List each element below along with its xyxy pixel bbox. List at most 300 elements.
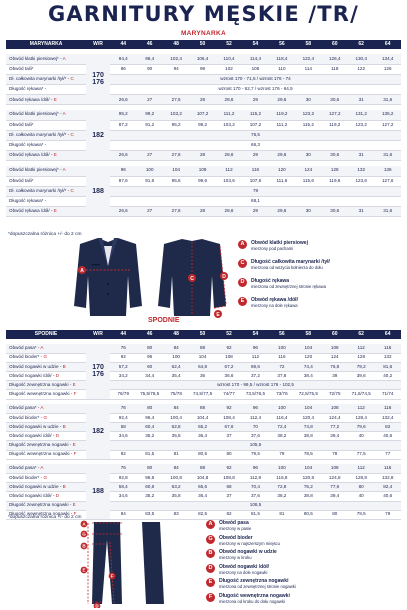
jacket-row [6,64,401,74]
jacket-value-cell: 111,2 [269,120,295,130]
measure-name: Długość zewnętrzna nogawki - [9,502,73,508]
jacket-value-cell: 111,2 [216,110,242,120]
pants-value-cell: 35,4 [163,372,189,381]
measure-letter: E [72,382,76,388]
pants-row [6,353,401,362]
jacket-value-cell: 28,6 [216,151,242,161]
pants-value-cell: 82 [110,450,136,459]
measure-name: Obwód nogawki /dół/ - [9,372,56,378]
jacket-header-cell: 64 [374,40,401,49]
pants-value-cell: 83,5 [136,510,162,519]
pants-value-cell: 112 [242,353,268,362]
pants-value-cell: 128 [348,353,374,362]
legend-description: mierzony w najszerszym miejscu [219,540,280,546]
pants-header-cell: 56 [269,330,295,339]
pants-illustration [80,520,180,608]
pants-value-cell: 74,5/77,5 [189,390,215,399]
jacket-value-cell: 31,6 [374,207,401,217]
pants-value-cell: 39,4 [322,492,348,501]
legend-title: Obwód rękawa /dół/ [251,297,298,303]
jacket-value-cell: 86 [110,64,136,74]
jacket-value-cell: 31 [348,207,374,217]
jacket-value-cell: 26,6 [110,151,136,161]
jacket-header-cell: 50 [189,40,215,49]
measure-letter: B [62,423,66,429]
jacket-value-cell: 30,6 [322,95,348,105]
legend-title: Obwód klatki piersiowej [251,240,308,246]
pants-value-cell: 84 [163,464,189,473]
pants-value-cell: 38,8 [295,432,321,441]
jacket-span-cell: 76,5 [110,130,401,140]
jacket-value-cell: 127,6 [374,176,401,186]
pants-value-cell: 124,8 [322,473,348,482]
jacket-row [6,74,401,84]
pants-value-cell: 40,6 [374,432,401,441]
jacket-value-cell: 29 [242,207,268,217]
jacket-value-cell: 99,2 [136,110,162,120]
pants-row-label [6,492,86,501]
pants-value-cell: 58,4 [110,483,136,492]
jacket-section-title: MARYNARKA [180,30,227,37]
pants-value-cell: 79,2 [348,362,374,371]
pants-value-cell: 79,6 [348,423,374,432]
pants-value-cell: 76,8 [322,362,348,371]
pants-value-cell: 78,5 [295,450,321,459]
pants-value-cell: 36,4 [189,492,215,501]
pants-value-cell: 116 [269,353,295,362]
pants-value-cell: 72 [269,362,295,371]
pants-value-cell: 79 [269,450,295,459]
jacket-row [6,151,401,161]
legend-item [206,520,251,531]
jacket-row-label [6,110,86,120]
jacket-row-label [6,186,86,196]
jacket-value-cell: 119,6 [322,176,348,186]
jacket-value-cell: 30 [295,207,321,217]
measure-letter: E [53,96,57,102]
measure-name: Obwód rękawa /dół/ - [9,152,54,158]
jacket-value-cell: 27 [136,207,162,217]
legend-letter-badge: E [206,578,215,587]
legend-item [238,297,298,308]
measure-name: Długość zewnętrzna nogawki - [9,442,73,448]
pants-header-cell: 50 [189,330,215,339]
pants-value-cell: 79,5 [348,510,374,519]
pants-value-cell: 67,2 [216,362,242,371]
jacket-value-cell: 100 [136,166,162,176]
pants-value-cell: 92 [216,464,242,473]
legend-item [238,259,330,270]
pants-row [6,441,401,450]
pants-value-cell: 80 [216,450,242,459]
pants-value-cell: 36,4 [189,432,215,441]
pants-value-cell: 38,8 [295,492,321,501]
legend-item [206,535,280,546]
pants-value-cell: 75,5/78,5 [136,390,162,399]
pants-value-cell: 77,2 [322,423,348,432]
measure-letter: A [62,111,66,117]
measure-letter: B [62,483,66,489]
pants-side-image [142,522,164,604]
pants-header-cell: 64 [374,330,401,339]
jacket-value-cell: 29,6 [269,95,295,105]
page-title: GARNITURY MĘSKIE /TR/ [47,2,360,26]
pants-marker-a: A [82,521,86,527]
legend-letter-badge: D [206,564,215,573]
pants-value-cell: 92 [216,344,242,353]
pants-value-cell: 35,8 [163,432,189,441]
pants-label: SPODNIE [148,317,180,324]
legend-description: mierzona od zewnętrznej stronie rękawa [251,284,326,289]
pants-value-cell: 39 [322,372,348,381]
measure-letter: D [55,493,60,499]
pants-value-cell: 92 [216,404,242,413]
jacket-value-cell: 118,4 [269,54,295,64]
pants-value-cell: 100 [269,404,295,413]
jacket-row [6,110,401,120]
legend-letter-badge: A [238,240,247,249]
legend-title: Długość całkowita marynarki /tył/ [251,259,330,265]
pants-value-cell: 67,6 [216,423,242,432]
pants-value-cell: 108 [322,464,348,473]
measure-letter: G [43,354,48,360]
pants-value-cell: 34,4 [136,372,162,381]
jacket-row-label [6,95,86,105]
pants-value-cell: 82,4 [374,483,401,492]
jacket-value-cell: 29 [242,151,268,161]
pants-header-cell: 60 [322,330,348,339]
pants-value-cell: 132,4 [374,413,401,422]
pants-value-cell: 63,2 [163,483,189,492]
jacket-header-cell: 46 [136,40,162,49]
pants-row-label [6,473,86,482]
jacket-height-group: 188 [86,166,110,217]
jacket-span-cell: wzrost 170 - 62,7 / wzrost 176 - 64,5 [110,85,401,95]
measure-name: Dł. całkowita marynarki /tył/* - [9,188,71,194]
pants-row-label [6,432,86,441]
measure-letter: A [62,55,66,61]
legend-title: Długość wewnętrzna nogawki [219,592,290,599]
legend-description: mierzony na dole nogawki [219,569,268,575]
measure-name: Obwód rękawa /dół/ - [9,208,54,214]
jacket-value-cell: 31 [348,95,374,105]
jacket-value-cell: 30 [295,95,321,105]
pants-row-label [6,423,86,432]
jacket-value-cell: 27,6 [163,151,189,161]
measure-name: Obwód bioder* - [9,354,44,360]
pants-value-cell: 132,8 [374,473,401,482]
jacket-value-cell: 103,2 [216,120,242,130]
measure-letter: A [40,465,44,471]
jacket-value-cell: 102 [216,64,242,74]
legend-letter-badge: B [206,549,215,558]
pants-row [6,432,401,441]
pants-value-cell: 72,8 [269,483,295,492]
jacket-value-cell: 126 [374,64,401,74]
pants-value-cell: 80,5 [189,450,215,459]
pants-value-cell: 36,6 [216,372,242,381]
pants-value-cell: 62,8 [163,423,189,432]
jacket-value-cell: 95,2 [163,120,189,130]
pants-value-cell: 88 [189,404,215,413]
pants-value-cell: 34,2 [110,372,136,381]
pants-row-label [6,450,86,459]
jacket-size-table [6,40,401,217]
pants-value-cell: 112,4 [242,413,268,422]
pants-row-label [6,362,86,371]
pants-row-label [6,381,86,390]
pants-value-cell: 100,4 [163,413,189,422]
pants-value-cell: 73/76 [269,390,295,399]
pants-value-cell: 72/75 [322,390,348,399]
measure-name: Obwód nogawki w udzie - [9,423,63,429]
pants-marker-g: G [82,531,86,537]
jacket-row-label [6,130,86,140]
jacket-legend [238,240,403,320]
jacket-value-cell: 94 [163,64,189,74]
pants-value-cell: 124 [322,353,348,362]
legend-title: Obwód pasa [219,520,249,526]
measure-letter: F [73,391,77,397]
jacket-value-cell: 98 [189,64,215,74]
jacket-value-cell: 96 [110,166,136,176]
jacket-value-cell: 112 [216,166,242,176]
pants-value-cell: 40,6 [374,492,401,501]
jacket-value-cell: 103,6 [216,176,242,186]
pants-value-cell: 37 [216,492,242,501]
pants-value-cell: 60,4 [136,423,162,432]
pants-value-cell: 58 [110,423,136,432]
jacket-value-cell: 107,2 [242,120,268,130]
measure-name: Długość wewnętrzna nogawki - [9,391,74,397]
jacket-row [6,207,401,217]
jacket-value-cell: 107,6 [242,176,268,186]
pants-value-cell: 88 [189,464,215,473]
pants-value-cell: 96,4 [136,413,162,422]
measure-name: Obwód talii* [9,121,34,127]
pants-value-cell: 70 [242,423,268,432]
jacket-value-cell: 123,2 [348,120,374,130]
jacket-header-row [6,40,401,49]
pants-value-cell: 65,6 [189,483,215,492]
pants-value-cell: 70,4 [242,483,268,492]
pants-row [6,413,401,422]
pants-value-cell: 76 [110,464,136,473]
pants-row [6,464,401,473]
pants-row [6,381,401,390]
pants-value-cell: 57,2 [110,362,136,371]
pants-marker-d: D [95,603,99,608]
measure-letter: E [72,442,76,448]
legend-description: mierzona od zewnętrznej stronie nogawki [219,584,296,589]
measure-letter: G [43,474,48,480]
measure-name: Obwód klatki piersiowej* - [9,55,63,61]
legend-letter-badge: F [206,593,215,602]
measure-name: Obwód klatki piersiowej* - [9,111,63,117]
measure-letter: E [53,208,57,214]
pants-value-cell: 60 [136,362,162,371]
legend-item [238,240,308,251]
legend-letter-badge: G [206,535,215,544]
pants-value-cell: 83 [163,510,189,519]
measure-name: Długość zewnętrzna nogawki - [9,382,73,388]
pants-value-cell: 35,2 [136,432,162,441]
jacket-marker-d: D [222,273,226,280]
pants-span-cell: wzrost 170 - 99,5 / wzrost 176 - 102,5 [110,381,401,390]
jacket-value-cell: 122,4 [295,54,321,64]
pants-header-cell: 62 [348,330,374,339]
jacket-row-label [6,85,86,95]
jacket-span-cell: 79 [110,186,401,196]
measure-name: Długość rękawa* - [9,142,47,148]
jacket-value-cell: 122 [348,64,374,74]
measure-name: Dł. całkowita marynarki /tył/* - [9,132,71,138]
jacket-value-cell: 123,6 [348,176,374,186]
pants-value-cell: 88 [189,344,215,353]
pants-value-cell: 74/77 [216,390,242,399]
legend-item [206,578,296,589]
pants-value-cell: 116,8 [269,473,295,482]
legend-title: Długość rękawa [251,278,290,284]
jacket-value-cell: 31,6 [374,95,401,105]
jacket-row-label [6,196,86,206]
pants-value-cell: 82 [216,510,242,519]
jacket-value-cell: 135,2 [374,110,401,120]
jacket-value-cell: 126,4 [322,54,348,64]
pants-value-cell: 37,2 [242,372,268,381]
pants-value-cell: 38,2 [269,492,295,501]
measure-name: Obwód nogawki /dół/ - [9,493,56,499]
measure-name: Długość wewnętrzna nogawki - [9,451,74,457]
jacket-row [6,186,401,196]
pants-value-cell: 39,4 [322,432,348,441]
pants-row [6,362,401,371]
jacket-value-cell: 87,6 [110,176,136,186]
jacket-value-cell: 95,6 [163,176,189,186]
jacket-value-cell: 91,2 [136,120,162,130]
pants-value-cell: 104 [295,404,321,413]
pants-value-cell: 79 [374,510,401,519]
measure-letter: A [62,167,66,173]
pants-value-cell: 72,4 [269,423,295,432]
jacket-value-cell: 30,6 [322,207,348,217]
jacket-value-cell: 123,2 [295,110,321,120]
pants-value-cell: 37,6 [242,492,268,501]
jacket-row-label [6,176,86,186]
pants-value-cell: 73,5/76,5 [242,390,268,399]
jacket-span-cell: 68,1 [110,196,401,206]
pants-row [6,473,401,482]
measure-name: Obwód pasa* - [9,465,41,471]
jacket-value-cell: 27 [136,151,162,161]
pants-row [6,450,401,459]
pants-value-cell: 76 [110,344,136,353]
jacket-row [6,196,401,206]
pants-row-label [6,441,86,450]
jacket-row-label [6,74,86,84]
measure-letter: F [73,511,77,517]
jacket-row [6,95,401,105]
pants-value-cell: 38,4 [295,372,321,381]
pants-value-cell: 120,4 [295,413,321,422]
pants-value-cell: 77,6 [322,483,348,492]
pants-value-cell: 65,2 [189,423,215,432]
jacket-value-cell: 119,2 [322,120,348,130]
pants-value-cell: 100 [269,344,295,353]
jacket-value-cell: 27,6 [163,95,189,105]
jacket-row-label [6,120,86,130]
pants-value-cell: 74,8 [295,423,321,432]
jacket-value-cell: 28,6 [216,207,242,217]
jacket-value-cell: 95,2 [110,110,136,120]
jacket-value-cell: 132 [348,166,374,176]
pants-header-cell: 48 [163,330,189,339]
pants-value-cell: 84 [163,404,189,413]
jacket-height-group: 182 [86,110,110,161]
pants-value-cell: 64,8 [189,362,215,371]
jacket-value-cell: 28 [189,151,215,161]
pants-value-cell: 84 [110,510,136,519]
pants-value-cell: 96 [242,404,268,413]
jacket-value-cell: 99,6 [189,176,215,186]
jacket-note: *dopuszczalna różnica +/- do 2 cm [8,232,82,237]
measure-letter: E [53,152,57,158]
jacket-header-cell: 60 [322,40,348,49]
jacket-height-group: 170 176 [86,54,110,105]
pants-value-cell: 100,8 [163,473,189,482]
jacket-value-cell: 31,6 [374,151,401,161]
pants-value-cell: 104,8 [189,473,215,482]
pants-value-cell: 40,2 [374,372,401,381]
pants-row [6,372,401,381]
pants-value-cell: 36 [189,372,215,381]
pants-value-cell: 82 [374,423,401,432]
jacket-value-cell: 103,2 [163,110,189,120]
pants-value-cell: 128,4 [348,413,374,422]
pants-value-cell: 112,8 [242,473,268,482]
pants-row-label [6,372,86,381]
pants-value-cell: 116 [374,344,401,353]
pants-value-cell: 81 [269,510,295,519]
pants-value-cell: 108 [216,353,242,362]
jacket-marker-e: E [216,311,220,318]
pants-value-cell: 40 [348,492,374,501]
jacket-value-cell: 128 [322,166,348,176]
jacket-value-cell: 115,2 [242,110,268,120]
pants-value-cell: 80 [136,344,162,353]
measure-letter: A [40,345,44,351]
pants-row [6,492,401,501]
pants-value-cell: 104 [295,464,321,473]
pants-header-cell: 52 [216,330,242,339]
pants-value-cell: 92,8 [110,473,136,482]
pants-value-cell: 92 [110,353,136,362]
pants-value-cell: 104 [189,353,215,362]
jacket-value-cell: 111,6 [269,176,295,186]
jacket-value-cell: 107,2 [189,110,215,120]
pants-size-table [6,330,401,520]
pants-value-cell: 72,5/75,5 [295,390,321,399]
jacket-value-cell: 99,2 [189,120,215,130]
pants-row-label [6,501,86,510]
pants-row [6,483,401,492]
pants-header-cell: 58 [295,330,321,339]
jacket-value-cell: 115,6 [295,176,321,186]
pants-value-cell: 108 [322,404,348,413]
pants-value-cell: 104 [295,344,321,353]
jacket-value-cell: 134,4 [374,54,401,64]
jacket-value-cell: 120 [269,166,295,176]
